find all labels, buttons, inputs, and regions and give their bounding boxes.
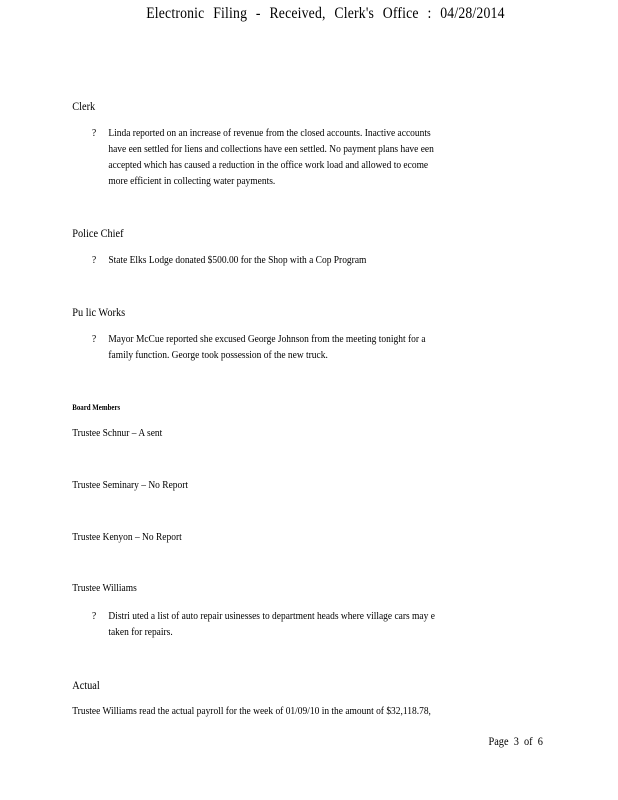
public-works-heading: Pu lic Works <box>72 305 126 319</box>
clerk-line-4: more efficient in collecting water payments. <box>108 175 276 187</box>
actual-payroll-line: Trustee Williams read the actual payroll for the week of 01/09/10 in the amount of $32,118.78, <box>72 705 431 717</box>
public-works-line-1: Mayor McCue reported she excused George Johnson from the meeting tonight for a <box>108 333 426 345</box>
clerk-heading: Clerk <box>72 99 96 113</box>
actual-heading: Actual <box>72 678 100 692</box>
electronic-filing-header: Electronic Filing - Received, Clerk's Office : 04/28/2014 <box>146 5 505 22</box>
bullet-marker: ? <box>92 254 97 266</box>
page-number: Page 3 of 6 <box>488 734 543 748</box>
trustee-seminary-line: Trustee Seminary – No Report <box>72 479 189 491</box>
police-chief-heading: Police Chief <box>72 226 124 240</box>
public-works-line-2: family function. George took possession of the new truck. <box>108 349 328 361</box>
clerk-line-2: have een settled for liens and collections have een settled. No payment plans have een <box>108 143 434 155</box>
bullet-marker: ? <box>92 610 97 622</box>
clerk-line-1: Linda reported on an increase of revenue from the closed accounts. Inactive accounts <box>108 127 431 139</box>
board-members-heading: Board Members <box>72 403 121 412</box>
trustee-kenyon-line: Trustee Kenyon – No Report <box>72 531 182 543</box>
williams-line-1: Distri uted a list of auto repair usinesses to department heads where village cars may e <box>108 610 435 622</box>
police-line-1: State Elks Lodge donated $500.00 for the Shop with a Cop Program <box>108 254 367 266</box>
trustee-williams-heading: Trustee Williams <box>72 582 137 594</box>
bullet-marker: ? <box>92 333 97 345</box>
bullet-marker: ? <box>92 127 97 139</box>
trustee-schnur-line: Trustee Schnur – A sent <box>72 427 163 439</box>
clerk-line-3: accepted which has caused a reduction in the office work load and allowed to ecome <box>108 159 429 171</box>
williams-line-2: taken for repairs. <box>108 626 173 638</box>
